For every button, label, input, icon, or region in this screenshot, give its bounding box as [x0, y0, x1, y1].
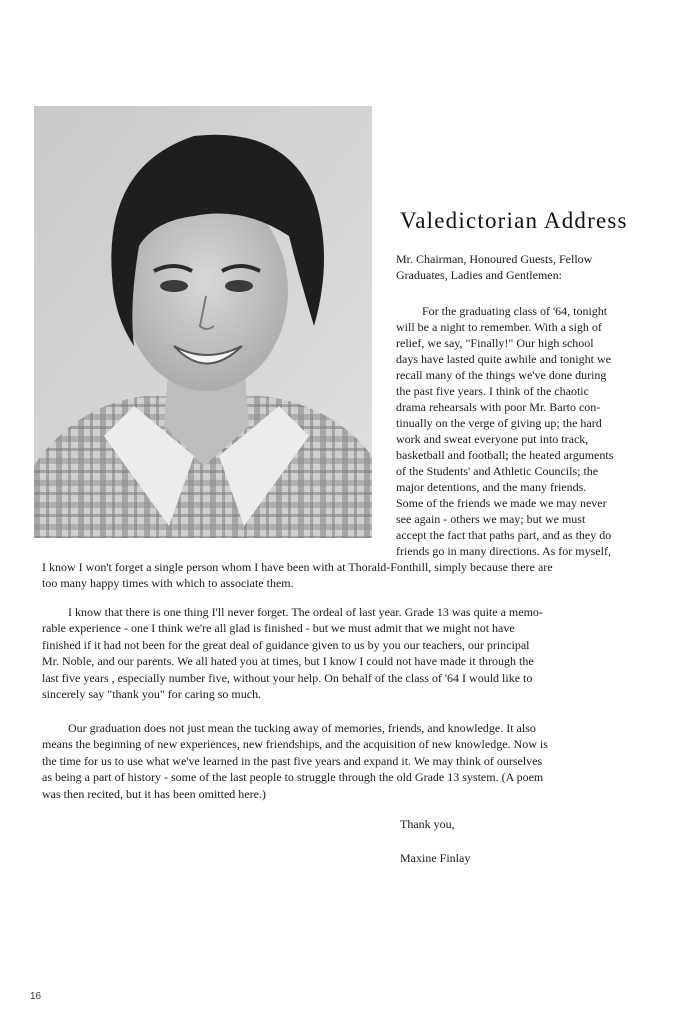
paragraph-3	[42, 720, 642, 802]
salutation-line: Graduates, Ladies and Gentlemen:	[396, 268, 562, 282]
text-line: last five years , especially number five, without your help. On behalf of the class of '64 I would like to	[42, 670, 533, 685]
paragraph-1-continued	[42, 559, 642, 592]
text-line: friends go in many directions. As for myself,	[396, 544, 611, 558]
text-line: For the graduating class of '64, tonight	[422, 304, 608, 318]
signature-name: Maxine Finlay	[400, 851, 471, 865]
text-line: finished if it had not been for the great deal of guidance given to us by you our teachers, our principal	[42, 637, 530, 652]
text-line: as being a part of history - some of the last people to struggle through the old Grade 13 system. (A poem	[42, 770, 544, 785]
text-line: was then recited, but it has been omitted here.)	[42, 786, 266, 801]
text-line: Our graduation does not just mean the tucking away of memories, friends, and knowledge. It also	[68, 721, 536, 735]
text-line: of the Students' and Athletic Councils; the	[396, 464, 599, 478]
text-line: rable experience - one I think we're all glad is finished - but we must admit that we might not have	[42, 621, 515, 636]
text-line: Some of the friends we made we may never	[396, 496, 607, 510]
paragraph-1	[396, 303, 658, 559]
text-line: drama rehearsals with poor Mr. Barto con-	[396, 400, 601, 414]
portrait-photo	[34, 106, 372, 538]
text-line: relief, we say, "Finally!" Our high school	[396, 336, 594, 350]
text-line: Mr. Noble, and our parents. We all hated you at times, but I know I could not have made it through the	[42, 654, 534, 669]
text-line: see again - others we may; but we must	[396, 512, 586, 526]
text-line: I know I won't forget a single person whom I have been with at Thorald-Fonthill, simply because there are	[42, 560, 553, 574]
portrait-image	[34, 106, 372, 538]
text-line: recall many of the things we've done during	[396, 368, 607, 382]
text-line: major detentions, and the many friends.	[396, 480, 587, 494]
text-line: will be a night to remember. With a sigh of	[396, 320, 602, 334]
salutation	[396, 251, 658, 283]
text-line: the past five years. I think of the chaotic	[396, 384, 589, 398]
text-line: means the beginning of new experiences, new friendships, and the acquisition of new knowledge. Now is	[42, 737, 548, 752]
text-line: too many happy times with which to associate them.	[42, 576, 294, 591]
text-line: the time for us to use what we've learned in the past five years and expand it. We may think of ourselves	[42, 753, 543, 768]
page-title: Valedictorian Address	[400, 208, 628, 233]
text-line: days have lasted quite awhile and tonight we	[396, 352, 611, 366]
text-line: tinually on the verge of giving up; the hard	[396, 416, 602, 430]
text-line: work and sweat everyone put into track,	[396, 432, 589, 446]
text-line: basketball and football; the heated arguments	[396, 448, 614, 462]
page-number: 16	[30, 991, 42, 1002]
paragraph-2	[42, 604, 642, 702]
closing-text: Thank you,	[400, 817, 455, 831]
text-line: accept the fact that paths part, and as they do	[396, 528, 612, 542]
salutation-line: Mr. Chairman, Honoured Guests, Fellow	[396, 252, 593, 266]
text-line: I know that there is one thing I'll never forget. The ordeal of last year. Grade 13 was quite a memo-	[68, 605, 543, 619]
text-line: sincerely say "thank you" for caring so much.	[42, 687, 262, 702]
